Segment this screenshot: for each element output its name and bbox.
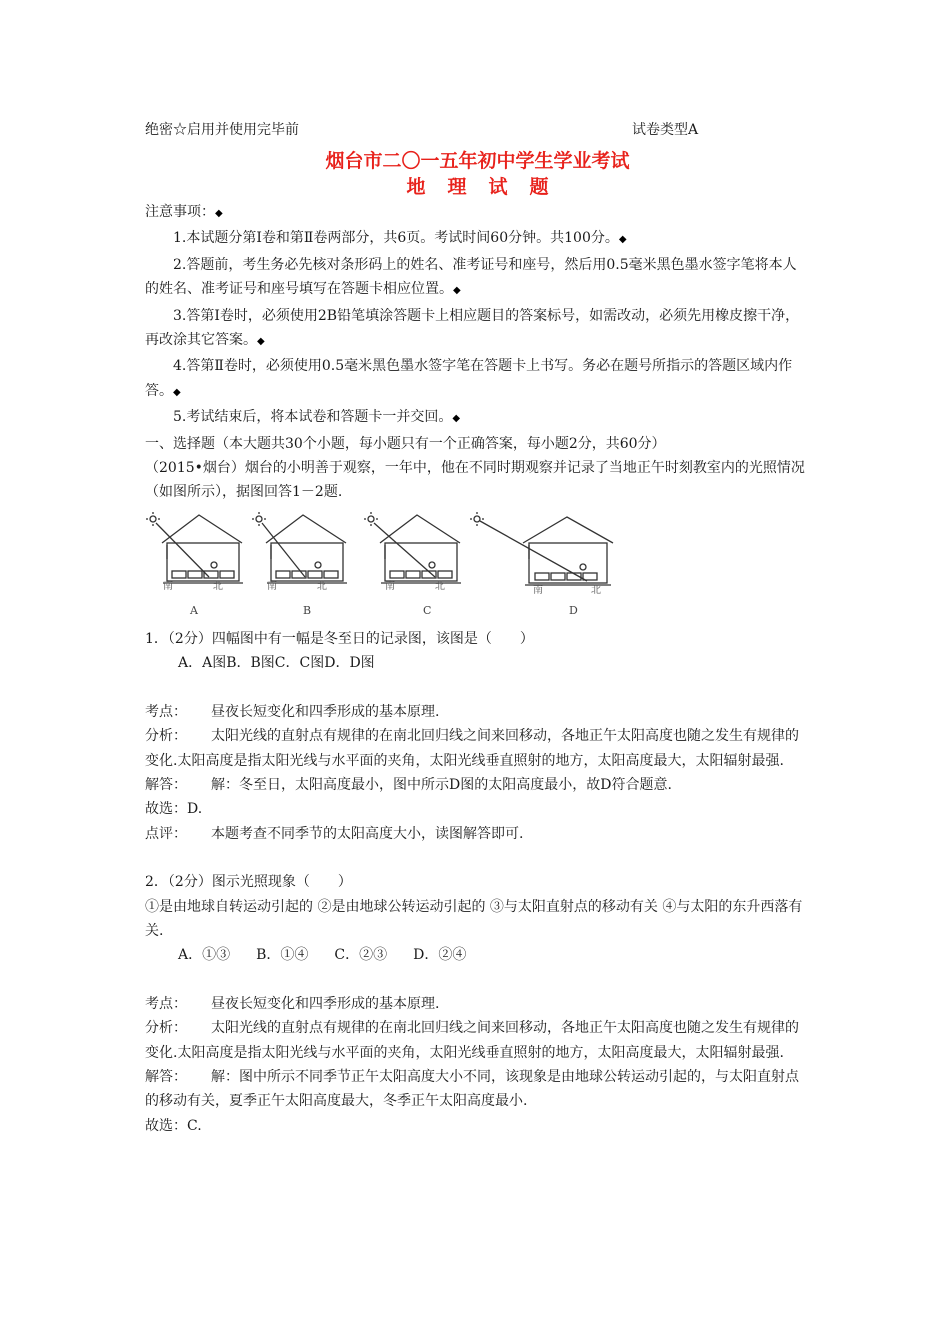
q1-dianping: 点评： 本题考查不同季节的太阳高度大小，读图解答即可. bbox=[145, 825, 524, 842]
notice-item-5: 5.考试结束后，将本试卷和答题卡一并交回。◆ bbox=[173, 409, 461, 426]
q1-answer: 故选：D. bbox=[145, 801, 203, 818]
q2-options: A．①③ B．①④ C．②③ D．②④ bbox=[178, 947, 467, 964]
notice-item-2: 2.答题前，考生务必先核对条形码上的姓名、准考证号和座号，然后用0.5毫米黑色墨水签字笔将本人的姓名、准考证号和座号填写在答题卡相应位置。◆ bbox=[145, 256, 797, 298]
classroom-sunlight-figure bbox=[145, 511, 810, 621]
confidential-label: 绝密☆启用并使用完毕前 bbox=[145, 122, 299, 138]
figure-panel-d bbox=[465, 511, 615, 621]
notice-item-1: 1.本试题分第Ⅰ卷和第Ⅱ卷两部分，共6页。考试时间60分钟。共100分。◆ bbox=[173, 230, 627, 247]
q1-stem: 1．（2分）四幅图中有一幅是冬至日的记录图，该图是（ ） bbox=[145, 630, 534, 647]
q2-answer: 故选：C. bbox=[145, 1117, 202, 1134]
notice-heading: 注意事项：◆ bbox=[145, 204, 223, 220]
section-intro: （2015•烟台）烟台的小明善于观察，一年中，他在不同时期观察并记录了当地正午时刻教室内的光照情况（如图所示），据图回答1－2题. bbox=[145, 460, 805, 501]
sun-icon bbox=[474, 516, 480, 522]
figure-panel-c bbox=[353, 511, 473, 621]
header-line bbox=[145, 118, 810, 142]
subject-title: 地理试题 bbox=[406, 176, 571, 198]
q2-jieda: 解答： 解：图中所示不同季节正午太阳高度大小不同，该现象是由地球公转运动引起的，与太阳直射点的移动有关，夏季正午太阳高度最大，冬季正午太阳高度最小. bbox=[145, 1068, 799, 1110]
sun-icon bbox=[150, 516, 156, 522]
paper-type-label: 试卷类型A bbox=[632, 122, 699, 138]
panel-d-directions: 南 北 bbox=[533, 584, 601, 596]
panel-a-letter: A bbox=[190, 603, 198, 617]
panel-c-letter: C bbox=[423, 603, 432, 617]
panel-b-directions: 南 北 bbox=[267, 580, 327, 592]
exam-title: 烟台市二〇一五年初中学生学业考试 bbox=[325, 150, 630, 172]
panel-a-directions: 南 北 bbox=[163, 580, 223, 592]
q1-options: A．A图B．B图C．C图D．D图 bbox=[178, 655, 375, 672]
notice-item-3: 3.答第Ⅰ卷时，必须使用2B铅笔填涂答题卡上相应题目的答案标号，如需改动，必须先用橡皮擦干净，再改涂其它答案。◆ bbox=[145, 307, 800, 349]
q2-kaodian: 考点： 昼夜长短变化和四季形成的基本原理. bbox=[145, 995, 440, 1012]
panel-d-letter: D bbox=[569, 603, 578, 617]
sun-icon bbox=[256, 516, 262, 522]
q2-stem: 2．（2分）图示光照现象（ ） bbox=[145, 874, 352, 891]
q2-fenxi: 分析： 太阳光线的直射点有规律的在南北回归线之间来回移动，各地正午太阳高度也随之发生有规律的变化.太阳高度是指太阳光线与水平面的夹角，太阳光线垂直照射的地方，太阳高度最大，太阳辐射最强. bbox=[145, 1020, 799, 1061]
sun-icon bbox=[368, 516, 374, 522]
notice-item-4: 4.答第Ⅱ卷时，必须使用0.5毫米黑色墨水签字笔在答题卡上书写。务必在题号所指示的答题区域内作答。◆ bbox=[145, 358, 793, 399]
figure-panel-a bbox=[145, 511, 255, 621]
q1-jieda: 解答： 解：冬至日，太阳高度最小，图中所示D图的太阳高度最小，故D符合题意. bbox=[145, 776, 672, 793]
q1-kaodian: 考点： 昼夜长短变化和四季形成的基本原理. bbox=[145, 703, 440, 720]
panel-c-directions: 南 北 bbox=[385, 580, 445, 592]
panel-b-letter: B bbox=[303, 603, 312, 617]
section-heading: 一、选择题（本大题共30个小题，每小题只有一个正确答案，每小题2分，共60分） bbox=[145, 435, 666, 452]
document-page bbox=[145, 118, 810, 1138]
q2-statement: ①是由地球自转运动引起的 ②是由地球公转运动引起的 ③与太阳直射点的移动有关 ④与太阳的东升西落有关. bbox=[145, 898, 803, 939]
q1-fenxi: 分析： 太阳光线的直射点有规律的在南北回归线之间来回移动，各地正午太阳高度也随之发生有规律的变化.太阳高度是指太阳光线与水平面的夹角，太阳光线垂直照射的地方，太阳高度最大，太阳辐射最强. bbox=[145, 728, 799, 769]
